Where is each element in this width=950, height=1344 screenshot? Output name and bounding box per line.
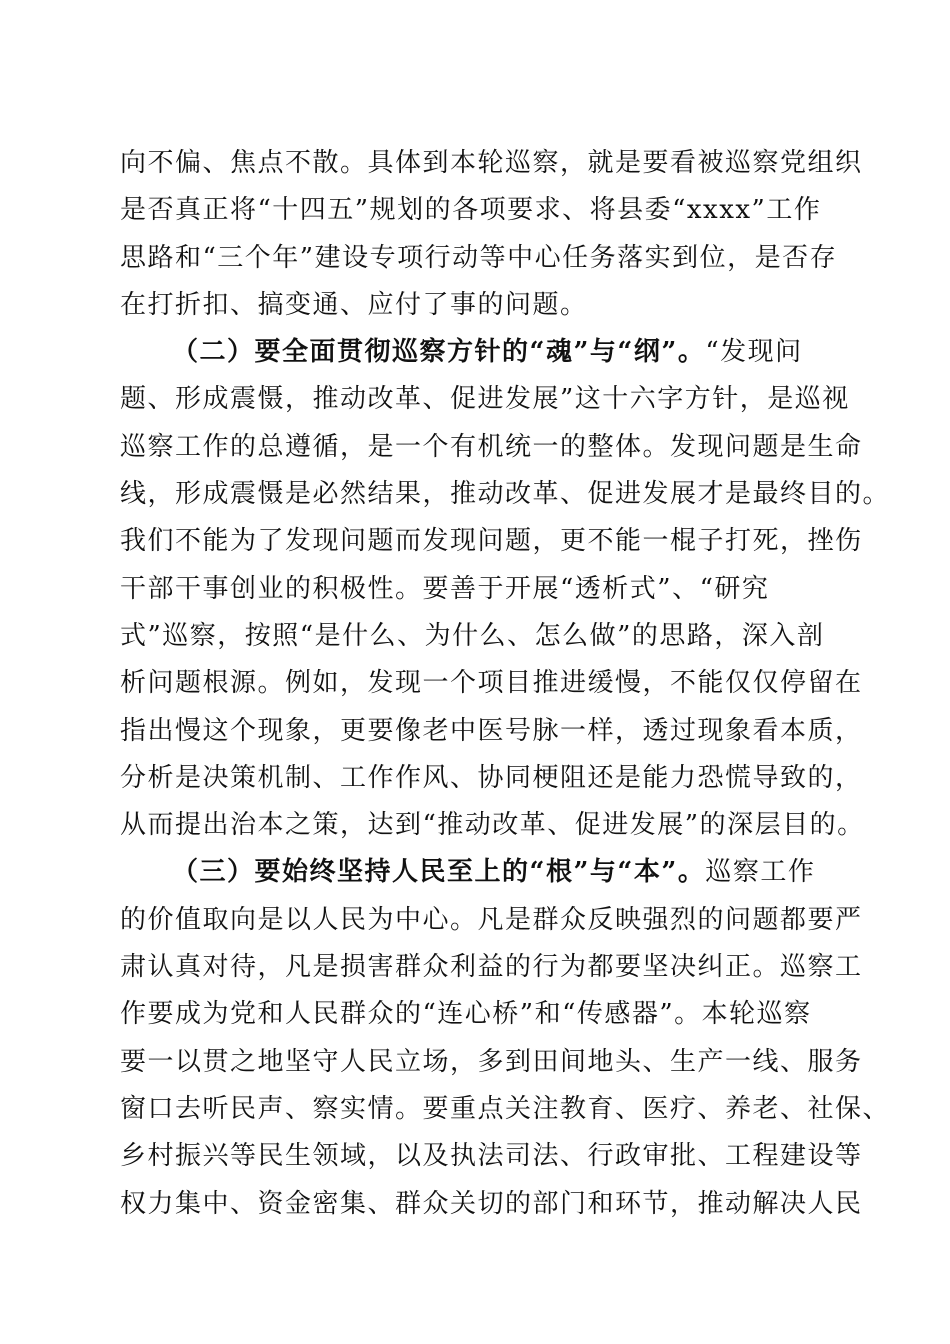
text-line: 指出慢这个现象，更要像老中医号脉一样，透过现象看本质， (120, 715, 863, 746)
text-line: 式”巡察，按照“是什么、为什么、怎么做”的思路，深入剖 (120, 620, 825, 651)
paragraph-first-line (120, 849, 838, 896)
text-line: 肃认真对待，凡是损害群众利益的行为都要坚决纠正。巡察工 (120, 952, 863, 983)
text-line: 向不偏、焦点不散。具体到本轮巡察，就是要看被巡察党组织 (120, 148, 863, 178)
text-line: 从而提出治本之策，达到“推动改革、促进发展”的深层目的。 (120, 810, 865, 841)
text-line: 分析是决策机制、工作作风、协同梗阻还是能力恐慌导致的， (120, 762, 863, 793)
paragraph-first-line (120, 329, 838, 376)
text-line: 线，形成震慑是必然结果，推动改革、促进发展才是最终目的。 (120, 479, 891, 510)
text-line: 我们不能为了发现问题而发现问题，更不能一棍子打死，挫伤 (120, 526, 863, 557)
document-body (120, 140, 891, 1228)
text-line: 干部干事创业的积极性。要善于开展“透析式”、“研究 (120, 573, 770, 604)
text-line: 要一以贯之地坚守人民立场，多到田间地头、生产一线、服务 (120, 1046, 863, 1077)
text-line: 巡察工作的总遵循，是一个有机统一的整体。发现问题是生命 (120, 431, 863, 462)
text-line: 权力集中、资金密集、群众关切的部门和环节，推动解决人民 (120, 1188, 863, 1219)
text-line: 析问题根源。例如，发现一个项目推进缓慢，不能仅仅停留在 (120, 668, 863, 699)
text-line: 乡村振兴等民生领域，以及执法司法、行政审批、工程建设等 (120, 1141, 863, 1172)
text-line: 思路和“三个年”建设专项行动等中心任务落实到位，是否存 (120, 242, 838, 273)
section-heading: （三）要始终坚持人民至上的“根”与“本”。 (172, 857, 706, 888)
text-line: 题、形成震慑，推动改革、促进发展”这十六字方针，是巡视 (120, 384, 850, 415)
text-run: 巡察工作 (705, 857, 816, 888)
text-run: “发现问 (705, 337, 803, 368)
section-heading: （二）要全面贯彻巡察方针的“魂”与“纲”。 (172, 337, 706, 368)
text-line: 窗口去听民声、察实情。要重点关注教育、医疗、养老、社保、 (120, 1093, 891, 1124)
text-line: 是否真正将“十四五”规划的各项要求、将县委“xxxx”工作 (120, 195, 822, 226)
text-line: 的价值取向是以人民为中心。凡是群众反映强烈的问题都要严 (120, 904, 863, 935)
text-line: 作要成为党和人民群众的“连心桥”和“传感器”。本轮巡察 (120, 999, 812, 1030)
text-line: 在打折扣、搞变通、应付了事的问题。 (120, 289, 588, 320)
